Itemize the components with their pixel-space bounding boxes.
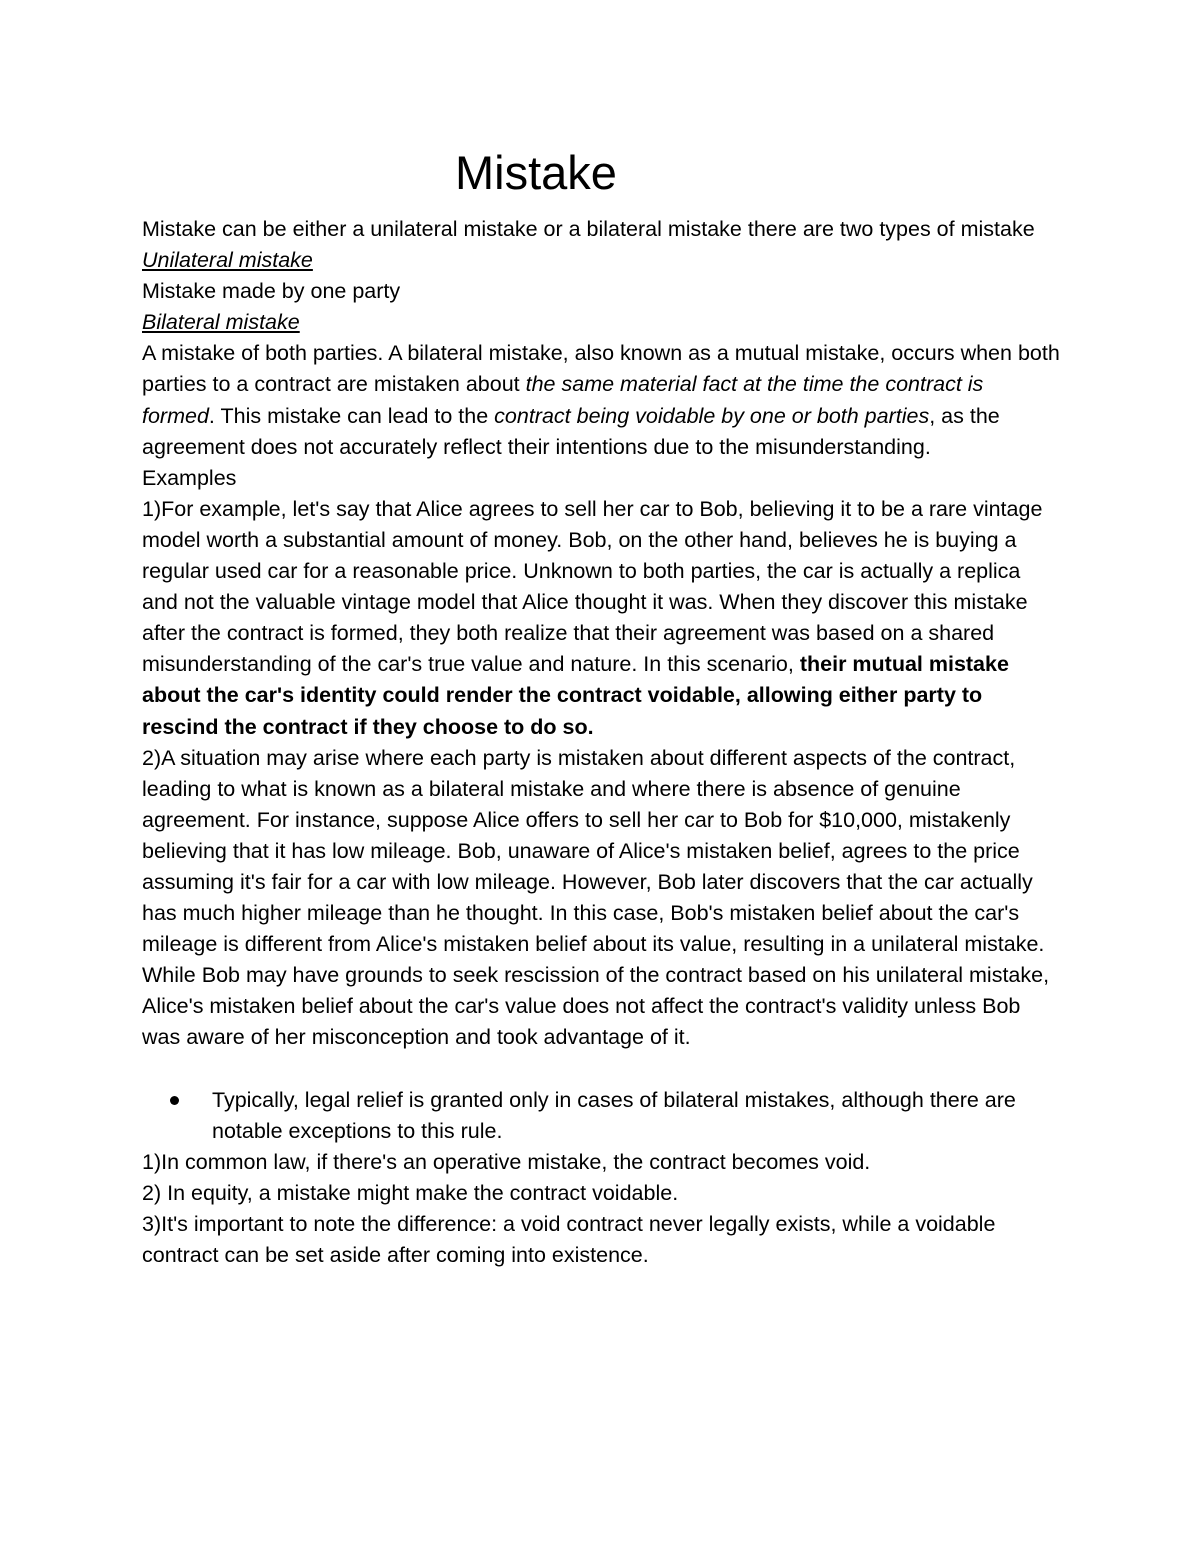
bullet-dot-icon [170,1096,179,1105]
unilateral-heading: Unilateral mistake [142,248,313,273]
bilateral-text-2: . This mistake can lead to the [208,403,495,428]
example-1-text: 1)For example, let's say that Alice agrees to sell her car to Bob, believing it to be a rare vintage model worth a substantial amount of money. Bob, on the other hand, believes he is buying a regular used car for a reasonable price. Unknown to both parties, the car is actually a replica and not the valuable vintage model that Alice thought it was. When they discover this mistake after the contract is formed, they both realize that their agreement was based on a shared misunderstanding of the car's true value and nature. In this scenario, [142,496,1043,677]
unilateral-definition: Mistake made by one party [142,279,401,304]
example-2: 2)A situation may arise where each party is mistaken about different aspects of the contract, leading to what is known as a bilateral mistake and where there is absence of genuine agreement. For instance, suppose Alice offers to sell her car to Bob for $10,000, mistakenly believing that it has low mileage. Bob, unaware of Alice's mistaken belief, agrees to the price assuming it's fair for a car with low mileage. However, Bob later discovers that the car actually has much higher mileage than he thought. In this case, Bob's mistaken belief about the car's mileage is different from Alice's mistaken belief about its value, resulting in a unilateral mistake. While Bob may have grounds to seek rescission of the contract based on his unilateral mistake, Alice's mistaken belief about the car's value does not affect the contract's validity unless Bob was aware of her misconception and took advantage of it. [142,745,1050,1050]
example-1-conclusion: their mutual mistake about the car's identity could render the contract voidable, allowing either party to rescind the contract if they choose to do so. [142,652,1009,739]
bilateral-emphasis-2: contract being voidable by one or both parties [494,403,930,428]
point-2: 2) In equity, a mistake might make the contract voidable. [142,1180,679,1205]
document-body [142,214,1062,1271]
point-3: 3)It's important to note the difference: a void contract never legally exists, while a voidable contract can be set aside after coming into existence. [142,1212,996,1268]
bullet-item [142,1085,1062,1147]
blank-line [142,1054,1062,1085]
bilateral-text-3: , as the agreement does not accurately reflect their intentions due to the misunderstanding. [142,403,1000,459]
point-1: 1)In common law, if there's an operative mistake, the contract becomes void. [142,1149,871,1174]
bilateral-text-1: A mistake of both parties. A bilateral mistake, also known as a mutual mistake, occurs when both parties to a contract are mistaken about [142,341,1060,397]
bilateral-definition [142,338,1062,462]
bullet-text: Typically, legal relief is granted only in cases of bilateral mistakes, although there are notable exceptions to this rule. [212,1087,1016,1143]
examples-heading: Examples [142,465,237,490]
bilateral-emphasis-1: the same material fact at the time the contract is formed [142,372,984,428]
page-title: Mistake [455,146,617,199]
bilateral-heading: Bilateral mistake [142,310,300,335]
intro-paragraph: Mistake can be either a unilateral mistake or a bilateral mistake there are two types of mistake [142,217,1035,241]
example-1 [142,494,1062,743]
